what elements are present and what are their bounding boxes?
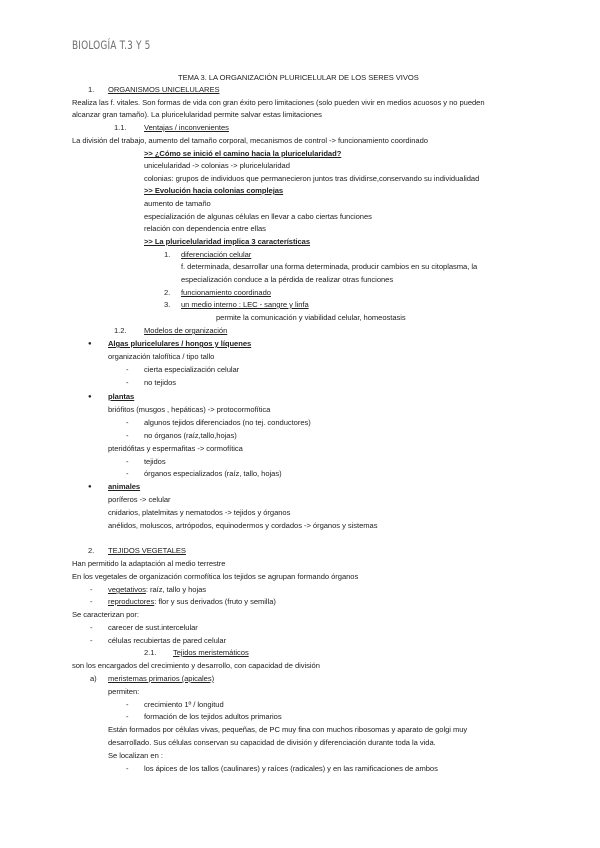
paragraph-line: relación con dependencia entre ellas <box>144 224 266 233</box>
paragraph-line: permiten: <box>108 687 140 696</box>
list-item: órganos especializados (raíz, tallo, hojas) <box>144 469 282 478</box>
paragraph-line: Realiza las f. vitales. Son formas de vida con gran éxito pero limitaciones (solo pueden vivir en medios acuosos y no pueden <box>72 98 485 107</box>
bullet-marker: ● <box>88 341 92 347</box>
paragraph-line: pteridófitas y espermafitas -> cormofítica <box>108 444 243 453</box>
paragraph-line: alcanzar gran tamaño). La pluricelularidad permite salvar estas limitaciones <box>72 110 322 119</box>
list-item-detail: : flor y sus derivados (fruto y semilla) <box>154 597 276 606</box>
list-marker: - <box>126 365 129 374</box>
list-item: no órganos (raíz,tallo,hojas) <box>144 431 237 440</box>
bullet-marker: ● <box>88 394 92 400</box>
list-marker: - <box>126 457 129 466</box>
list-marker: - <box>90 623 93 632</box>
list-marker: - <box>126 431 129 440</box>
list-marker: - <box>90 597 93 606</box>
paragraph-line: Se localizan en : <box>108 751 163 760</box>
list-item <box>108 585 206 595</box>
paragraph-line: desarrollado. Sus células conservan su capacidad de división y diferenciación durante toda la vida. <box>108 738 436 747</box>
paragraph-line: cnidarios, platelmitas y nematodos -> tejidos y órganos <box>108 508 291 517</box>
list-marker: - <box>126 764 129 773</box>
list-item: plantas <box>108 392 135 401</box>
list-item: los ápices de los tallos (caulinares) y raíces (radicales) y en las ramificaciones de ambos <box>144 764 438 773</box>
list-marker: 1. <box>164 250 171 259</box>
list-item: funcionamiento coordinado <box>181 288 271 297</box>
list-item-term: reproductores <box>108 597 155 606</box>
list-item-term: vegetativos <box>108 585 146 594</box>
list-marker: - <box>126 700 129 709</box>
list-marker: - <box>90 585 93 594</box>
list-item: un medio interno : LEC - sangre y linfa <box>181 300 309 309</box>
paragraph-line: Han permitido la adaptación al medio terrestre <box>72 559 226 568</box>
list-marker: 2. <box>164 288 171 297</box>
list-marker: 2.1. <box>144 648 157 657</box>
subheading: >> ¿Cómo se inició el camino hacia la pluricelularidad? <box>144 149 342 158</box>
list-marker: 3. <box>164 300 171 309</box>
paragraph-line: organización talofítica / tipo tallo <box>108 352 215 361</box>
list-marker: 2. <box>88 546 95 555</box>
paragraph-line: colonias: grupos de individuos que permanecieron juntos tras dividirse,conservando su individualidad <box>144 174 480 183</box>
section-heading: TEJIDOS VEGETALES <box>108 546 186 555</box>
list-marker: - <box>126 469 129 478</box>
list-item: tejidos <box>144 457 166 466</box>
paragraph-line: especialización de algunas células en llevar a cabo ciertas funciones <box>144 212 372 221</box>
list-item-detail: : raíz, tallo y hojas <box>145 585 207 594</box>
section-heading: ORGANISMOS UNICELULARES <box>108 85 220 94</box>
paragraph-line: briófitos (musgos , hepáticas) -> protocormofítica <box>108 405 271 414</box>
list-marker: - <box>90 636 93 645</box>
paragraph-line: anélidos, moluscos, artrópodos, equinodermos y cordados -> órganos y sistemas <box>108 521 378 530</box>
list-item: formación de los tejidos adultos primarios <box>144 712 282 721</box>
list-item: no tejidos <box>144 378 177 387</box>
paragraph-line: f. determinada, desarrollar una forma determinada, producir cambios en su citoplasma, la <box>181 262 478 271</box>
subsection-heading: Tejidos meristemáticos <box>173 648 249 657</box>
list-item: cierta especialización celular <box>144 365 240 374</box>
document-title: TEMA 3. LA ORGANIZACIÓN PLURICELULAR DE LOS SERES VIVOS <box>178 73 419 82</box>
list-item: meristemas primarios (apicales) <box>108 674 215 683</box>
paragraph-line: unicelularidad -> colonias -> pluricelularidad <box>144 161 290 170</box>
paragraph-line: La división del trabajo, aumento del tamaño corporal, mecanismos de control -> funcionamiento coordinado <box>72 136 428 145</box>
subsection-heading: Ventajas / inconvenientes <box>144 123 229 132</box>
paragraph-line: Se caracterizan por: <box>72 610 139 619</box>
paragraph-line: aumento de tamaño <box>144 199 211 208</box>
paragraph-line: Están formados por células vivas, pequeñas, de PC muy fina con muchos ribosomas y aparato de golgi muy <box>108 725 468 734</box>
document-header: BIOLOGÍA T.3 Y 5 <box>72 38 151 52</box>
list-item: crecimiento 1º / longitud <box>144 700 224 709</box>
list-marker: - <box>126 418 129 427</box>
list-marker: - <box>126 712 129 721</box>
list-marker: - <box>126 378 129 387</box>
subheading: >> La pluricelularidad implica 3 características <box>144 237 311 246</box>
list-marker: a) <box>90 674 97 683</box>
list-marker: 1.2. <box>114 326 127 335</box>
list-marker: 1. <box>88 85 95 94</box>
list-item: Algas pluricelulares / hongos y líquenes <box>108 339 252 348</box>
paragraph-line: permite la comunicación y viabilidad celular, homeostasis <box>216 313 406 322</box>
paragraph-line: especialización conduce a la pérdida de realizar otras funciones <box>181 275 394 284</box>
list-marker: 1.1. <box>114 123 127 132</box>
paragraph-line: En los vegetales de organización cormofítica los tejidos se agrupan formando órganos <box>72 572 359 581</box>
list-item: diferenciación celular <box>181 250 252 259</box>
list-item: células recubiertas de pared celular <box>108 636 227 645</box>
subsection-heading: Modelos de organización <box>144 326 228 335</box>
list-item <box>108 597 276 607</box>
paragraph-line: son los encargados del crecimiento y desarrollo, con capacidad de división <box>72 661 320 670</box>
subheading: >> Evolución hacia colonias complejas <box>144 186 284 195</box>
list-item: animales <box>108 482 141 491</box>
list-item: algunos tejidos diferenciados (no tej. conductores) <box>144 418 311 427</box>
list-item: carecer de sust.intercelular <box>108 623 198 632</box>
bullet-marker: ● <box>88 484 92 490</box>
paragraph-line: poríferos -> celular <box>108 495 171 504</box>
